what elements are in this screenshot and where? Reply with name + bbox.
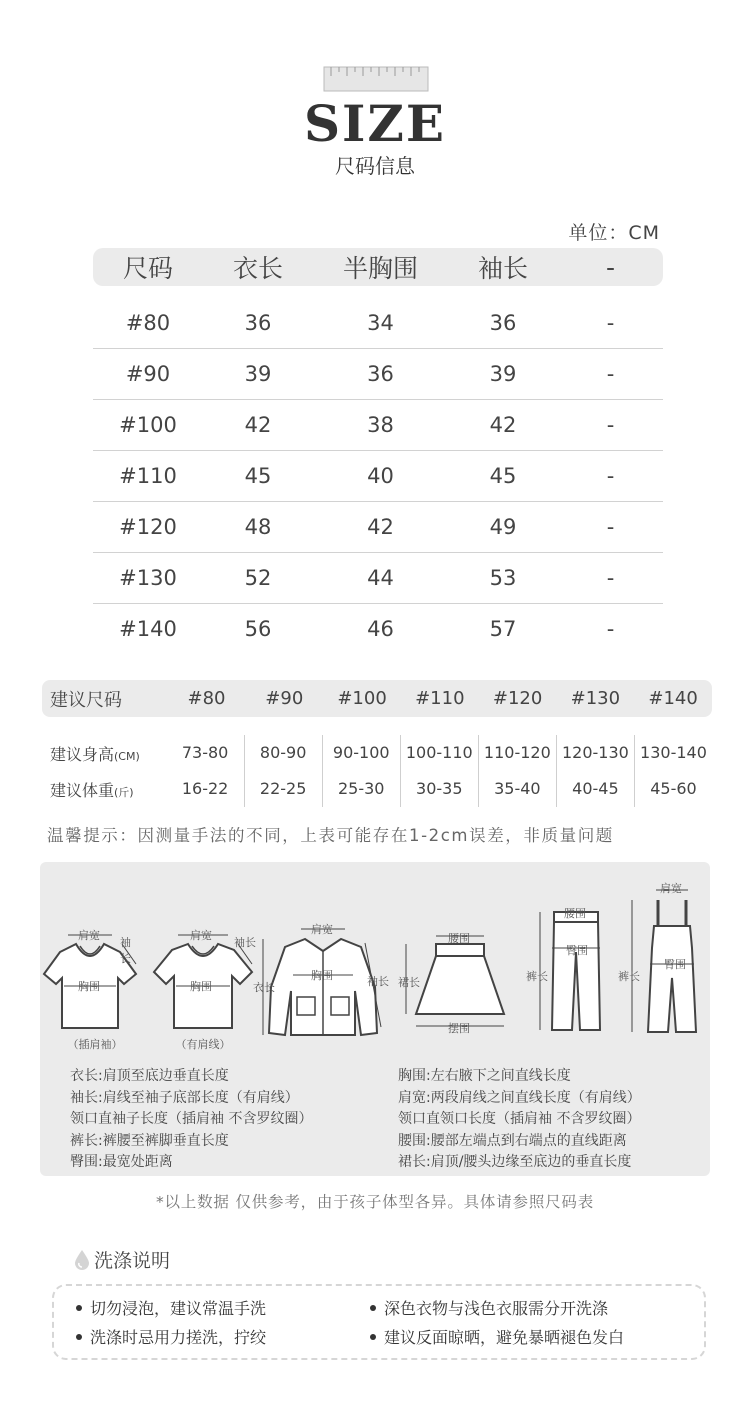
definition-item: 袖长:肩线至袖子底部长度（有肩线） [70,1089,299,1106]
table-cell: 36 [367,362,394,386]
weight-label: 建议体重(斤) [50,780,134,800]
overalls-diagram [620,878,710,1043]
table-cell: #130 [119,566,177,590]
height-value: 100-110 [400,735,478,771]
recommend-size: #90 [265,688,304,709]
table-cell: 39 [489,362,517,386]
height-value: 73-80 [181,743,229,762]
hem-label: 摆围 [448,1022,470,1035]
definition-item: 领口直袖子长度（插肩袖 不含罗纹圈） [70,1111,313,1127]
definition-item: 胸围:左右腋下之间直线长度 [398,1068,571,1084]
wash-item: 建议反面晾晒，避免暴晒褪色发白 [370,1325,624,1348]
table-row [93,400,663,451]
pants-length-label: 裤长 [526,970,548,983]
table-cell: - [606,362,615,386]
table-cell: 52 [244,566,272,590]
weight-value: 25-30 [322,771,400,807]
height-value: 110-120 [478,735,556,771]
hip-label: 臀围 [566,944,588,957]
table-cell: 46 [367,617,394,641]
sleeve-label: 袖长 [120,936,131,965]
table-cell: #100 [119,413,177,437]
table-row [93,451,663,502]
shoulder-label: 肩宽 [78,929,100,942]
sleeve-label: 袖长 [367,975,389,988]
setin-tee-diagram [148,922,258,1051]
table-row [93,298,663,349]
unit-label: 单位：CM [568,222,660,244]
height-label: 建议身高(CM) [50,744,140,764]
height-row [42,735,712,771]
table-cell: - [606,311,615,335]
definition-item: 肩宽:两段肩线之间直线长度（有肩线） [398,1089,641,1106]
table-cell: 48 [244,515,272,539]
waist-label: 腰围 [564,907,586,920]
weight-value: 35-40 [478,771,556,807]
table-cell: #140 [119,617,177,641]
pants-diagram [528,902,608,1042]
wash-title-text: 洗涤说明 [94,1250,171,1272]
table-cell: #110 [119,464,177,488]
height-value: 90-100 [322,735,400,771]
wash-title [74,1246,170,1273]
definition-item: 领口直领口长度（插肩袖 不含罗纹圈） [398,1111,641,1127]
table-row [93,502,663,553]
weight-value: 22-25 [244,771,322,807]
definition-item: 裤长:裤腰至裤脚垂直长度 [70,1132,229,1149]
definitions-right [398,1066,641,1174]
skirt-length-label: 裙长 [398,976,420,989]
skirt-diagram [400,930,520,1040]
table-cell: 38 [367,413,394,437]
waist-label: 腰围 [448,932,470,945]
weight-row [42,771,712,807]
recommend-size: #130 [570,688,621,709]
table-cell: 42 [367,515,394,539]
definition-item: 衣长:肩顶至底边垂直长度 [70,1068,229,1084]
table-cell: 45 [244,464,272,488]
ruler-icon [323,66,429,92]
chest-label: 胸围 [78,980,100,993]
table-cell: - [606,464,615,488]
definition-item: 裙长:肩顶/腰头边缘至底边的垂直长度 [398,1154,632,1170]
table-cell: #80 [125,311,171,335]
shoulder-label: 肩宽 [311,923,333,936]
header-cell: 衣长 [232,254,283,283]
table-cell: 39 [244,362,272,386]
header-cell: 尺码 [122,254,173,283]
table-cell: 40 [367,464,394,488]
definitions-left [70,1066,312,1174]
pants-length-label: 裤长 [618,970,640,983]
table-cell: 42 [489,413,517,437]
table-cell: 34 [367,311,394,335]
water-drop-icon [74,1249,90,1271]
recommend-size: #140 [648,688,698,709]
table-cell: 42 [244,413,272,437]
size-title: SIZE [303,94,447,153]
header-cell: 袖长 [477,254,528,283]
table-cell: 44 [367,566,394,590]
table-cell: 56 [244,617,272,641]
table-cell: - [606,566,615,590]
shoulder-label: 肩宽 [660,882,682,895]
raglan-tee-diagram [40,922,140,1051]
footnote: *以上数据 仅供参考，由于孩子体型各异。具体请参照尺码表 [155,1193,595,1211]
size-table [93,248,663,654]
header-cell: - [605,252,616,282]
table-cell: 49 [489,515,517,539]
table-cell: #90 [125,362,171,386]
hip-label: 臀围 [664,958,686,971]
weight-value: 30-35 [400,771,478,807]
size-subtitle: 尺码信息 [335,154,415,178]
jacket-diagram [255,917,390,1042]
sleeve-label: 袖长 [234,936,256,949]
table-row [93,349,663,400]
wash-item: 洗涤时忌用力搓洗，拧绞 [76,1325,266,1348]
header-cell: 半胸围 [342,254,418,283]
recommend-size: #100 [337,688,387,709]
weight-value: 45-60 [634,771,712,807]
definition-item: 腰围:腰部左端点到右端点的直线距离 [398,1132,627,1149]
recommend-size: #110 [415,688,465,709]
table-cell: #120 [119,515,177,539]
definition-item: 臀围:最宽处距离 [70,1154,173,1170]
height-value: 130-140 [634,735,712,771]
wash-item: 深色衣物与浅色衣服需分开洗涤 [370,1296,608,1319]
weight-value: 40-45 [556,771,634,807]
table-cell: - [606,515,615,539]
height-value: 80-90 [244,735,322,771]
notice-text: 温馨提示：因测量手法的不同，上表可能存在1-2cm误差，非质量问题 [47,826,614,845]
table-cell: 36 [489,311,517,335]
length-label: 衣长 [253,981,275,994]
table-cell: 57 [489,617,517,641]
raglan-caption: （插肩袖） [67,1038,123,1051]
table-cell: 45 [489,464,517,488]
table-cell: - [606,413,615,437]
wash-item: 切勿浸泡，建议常温手洗 [76,1296,266,1319]
recommend-size: #120 [492,688,543,709]
chest-label: 胸围 [190,980,212,993]
table-cell: - [606,617,615,641]
recommend-label: 建议尺码 [50,689,122,711]
shoulder-label: 肩宽 [190,929,212,942]
setin-caption: （有肩线） [175,1038,231,1051]
table-cell: 36 [244,311,272,335]
table-row [93,553,663,604]
table-cell: 53 [489,566,517,590]
recommend-header [42,680,712,717]
size-table-header [93,248,663,286]
table-row [93,604,663,654]
chest-label: 胸围 [311,969,333,982]
weight-value: 16-22 [181,779,229,798]
height-value: 120-130 [556,735,634,771]
recommend-size: #80 [187,688,226,709]
wash-box [52,1284,706,1360]
recommend-body [42,735,712,807]
